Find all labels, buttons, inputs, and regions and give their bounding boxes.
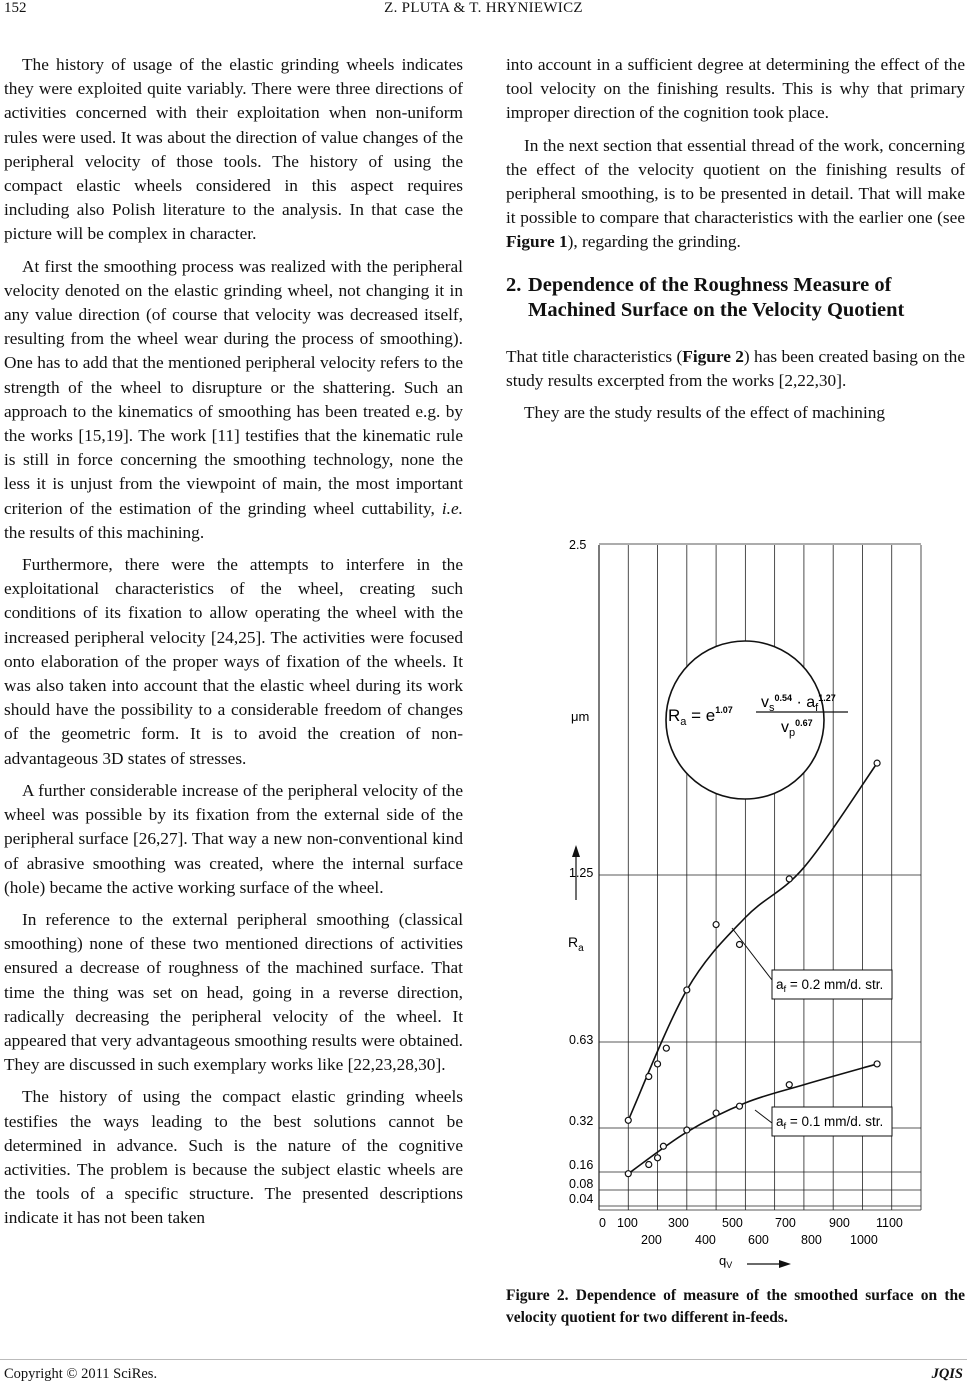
x-tick-label: 1100	[876, 1216, 903, 1230]
paragraph: In the next section that essential thread of the work, concerning the effect of the velocity quotient on the finishing results of peripheral smoothing, is to be presented in detail. That will make it possible to compare that characteristics with the earlier one (see Figure 1), regarding the grinding.	[506, 135, 965, 252]
svg-text:af = 0.2 mm/d. str.: $a_f = 0.2$ mm/d. str.	[776, 977, 884, 995]
x-tick-label: 700	[775, 1216, 796, 1230]
x-tick-label: 400	[695, 1233, 716, 1247]
y-tick-label: 2.5	[569, 538, 587, 552]
series-1-point	[737, 941, 743, 947]
left-column	[4, 53, 463, 1231]
paragraph: The history of usage of the elastic grinding wheels indicates they were exploited quite variably. There were three directions of activities concerned with their exploitation when non-uniform rules were used. It was about the direction of value changes of the peripheral velocity of those tools. The history of using the compact elastic wheels considered in this aspect requires including also Polish literature to the analysis. In that case the picture will be complex in character.	[4, 55, 463, 244]
series-2-point	[655, 1155, 661, 1161]
x-tick-label: 900	[829, 1216, 850, 1230]
paragraph: At first the smoothing process was realized with the peripheral velocity denoted on the elastic grinding wheel, not changing it in any value direction (of course that velocity was decreased itself, resulting from the wheel wear during the process of smoothing). One has to add that the mentioned peripheral velocity refers to the strength of the wheel to disrupture or the shattering. Such an approach to the kinematics of smoothing has been treated e.g. by the works [15,19]. The work [11] testifies that the kinematic rule is still in force concerning the smoothing technology, none the less it is unjust from the viewpoint of main, the most important criterion of the estimation of the grinding wheel cuttability, i.e. the results of this machining.	[4, 256, 463, 542]
x-tick-label: 200	[641, 1233, 662, 1247]
svg-text:af = 0.1 mm/d. str.: $a_f = 0.1$ mm/d. str.	[776, 1114, 884, 1132]
y-tick-label: 0.04	[569, 1192, 594, 1206]
footer-journal: JQIS	[931, 1366, 963, 1382]
series-1-point	[713, 922, 719, 928]
x-tick-label: 800	[801, 1233, 822, 1247]
y-tick-label: 1.25	[569, 866, 594, 880]
series-1-point	[786, 876, 792, 882]
roughness-chart	[555, 535, 945, 1275]
label-upper-series	[772, 970, 892, 999]
x-axis-label: $q_V$	[719, 1253, 733, 1270]
paragraph: A further considerable increase of the peripheral velocity of the wheel was possible by its fixation from the external side of the peripheral surface [26,27]. That way a new non-conventional kind of abrasive smoothing was created, where the internal surface (hole) became the active working surface of the wheel.	[4, 780, 463, 897]
series-2-point	[874, 1061, 880, 1067]
leader-line	[732, 928, 772, 980]
y-tick-label: 0.08	[569, 1177, 594, 1191]
x-tick-label: 1000	[850, 1233, 878, 1247]
x-tick-label: 300	[668, 1216, 689, 1230]
series-2-point	[737, 1103, 743, 1109]
paragraph: The history of using the compact elastic grinding wheels testifies the ways leading to the best solutions cannot be determined in advance. Such is the nature of the cognitive activities. The problem is because the subject elastic wheels are the tools of a specific structure. The presented descriptions indicate it has not been taken	[4, 1087, 463, 1228]
paragraph: That title characteristics (Figure 2) has been created basing on the study results excerpted from the works [2,22,30].	[506, 346, 965, 390]
x-tick-label: 500	[722, 1216, 743, 1230]
series-2-point	[625, 1171, 631, 1177]
svg-text:Ra = e1.07: $R_a = e^{1.07}$	[668, 705, 733, 728]
series-1-point	[684, 987, 690, 993]
running-header-authors: Z. PLUTA & T. HRYNIEWICZ	[384, 0, 583, 16]
y-tick-label: 0.63	[569, 1033, 594, 1047]
y-axis-ticks	[569, 538, 593, 1206]
x-axis-arrow	[747, 1260, 791, 1268]
series-2-point	[660, 1143, 666, 1149]
series-1-point	[646, 1074, 652, 1080]
formula-annotation	[666, 641, 848, 799]
series-1-point	[625, 1117, 631, 1123]
series-2-point	[786, 1082, 792, 1088]
series-2-point	[713, 1110, 719, 1116]
y-tick-label: 0.16	[569, 1158, 594, 1172]
y-tick-label: 0.32	[569, 1114, 594, 1128]
series-1-point	[663, 1045, 669, 1051]
page-number: 152	[4, 0, 27, 16]
series-2-point	[684, 1127, 690, 1133]
figure-caption: Figure 2. Dependence of measure of the smoothed surface on the velocity quotient for two different in-feeds.	[506, 1287, 965, 1326]
paragraph: In reference to the external peripheral smoothing (classical smoothing) none of these two mentioned directions of activities ensured a decrease of roughness of the machined surface. That time the thing was set on head, going in a reverse direction, radically decreasing the peripheral velocity of the wheel. It appeared that very advantageous smoothing results were obtained. They are discussed in such exemplary works like [22,23,28,30].	[4, 909, 463, 1075]
footer-copyright: Copyright © 2011 SciRes.	[4, 1366, 158, 1382]
svg-text:vp0.67: $v_p^{0.67}$	[781, 718, 813, 739]
x-tick-label: 600	[748, 1233, 769, 1247]
section-heading: 2. Dependence of the Roughness Measure of Machined Surface on the Velocity Quotient	[506, 273, 905, 321]
series-1-point	[874, 760, 880, 766]
footer-divider	[0, 1359, 967, 1360]
y-axis-label: $R_a$	[568, 934, 584, 954]
leader-line	[755, 1110, 772, 1123]
x-tick-label: 0	[599, 1216, 606, 1230]
paragraph: into account in a sufficient degree at determining the effect of the tool velocity on the finishing results. This is why that primary improper direction of the cognition took place.	[506, 55, 965, 123]
x-axis-ticks	[599, 1216, 903, 1247]
series-1-fit-curve	[628, 763, 877, 1120]
series-2-point	[646, 1162, 652, 1168]
svg-text:vs0.54 · af1.27: $v_s^{0.54} \cdot a_f^{1.27}$	[761, 693, 836, 714]
paragraph: They are the study results of the effect of machining	[524, 403, 886, 423]
y-unit: μm	[571, 709, 590, 724]
series-1-point	[655, 1061, 661, 1067]
paragraph: Furthermore, there were the attempts to interfere in the exploitational characteristics of the wheel, creating such conditions of its fixation to allow operating the wheel with the increased peripheral velocity [24,25]. The activities were focused onto elaboration of the proper ways of fixation of the wheels. It was also taken into account that the elastic wheel during its work should have the possibility to a considerable freedom of changes of the geometric form. It is to avoid the creation of non-advantageous 3D states of stresses.	[4, 555, 463, 768]
x-tick-label: 100	[617, 1216, 638, 1230]
right-column	[506, 53, 965, 425]
label-lower-series	[772, 1107, 892, 1136]
